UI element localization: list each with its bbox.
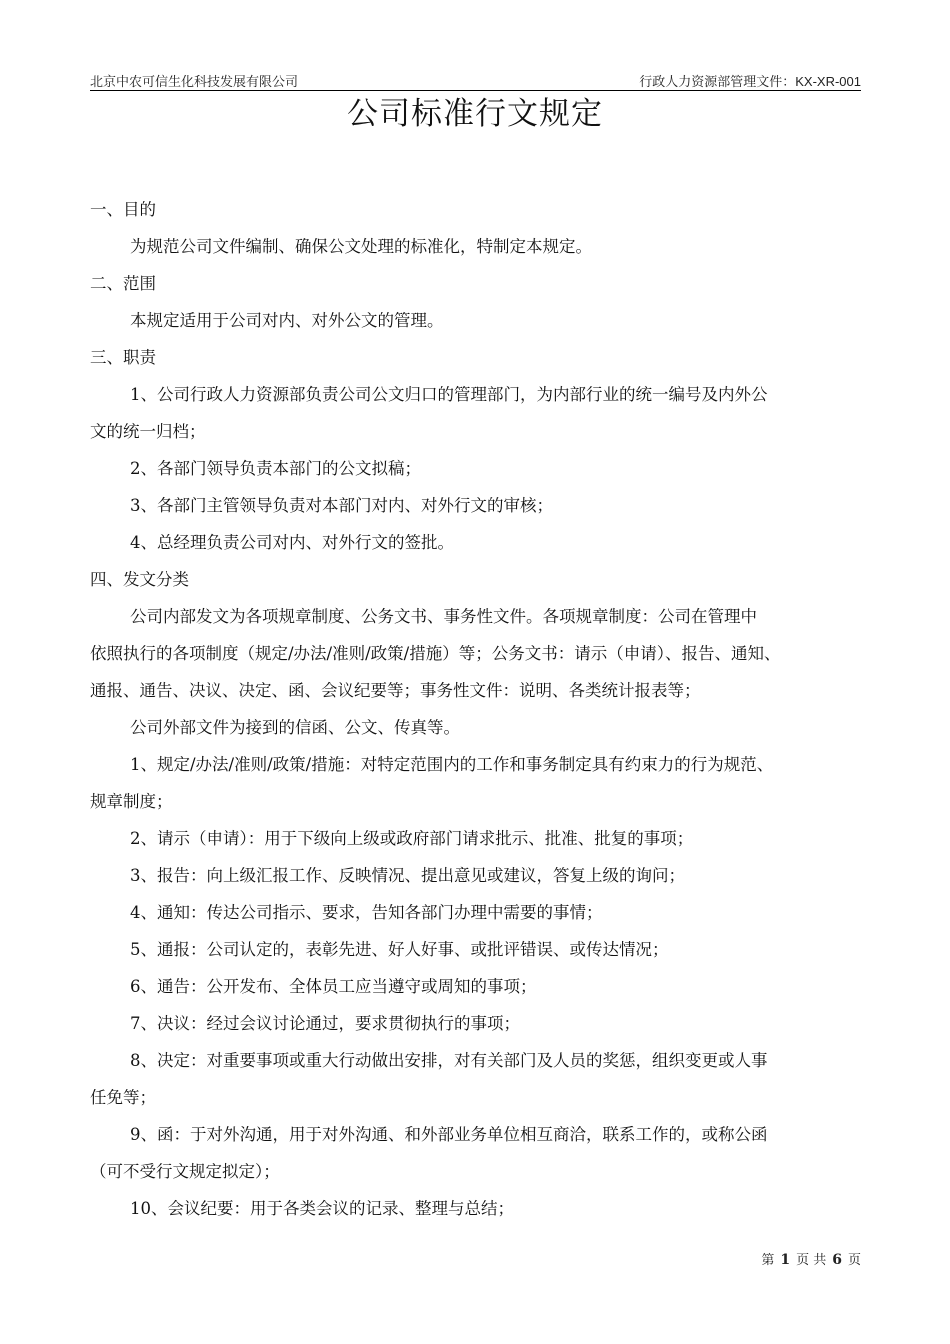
footer-page-label: 第 bbox=[761, 1253, 775, 1268]
body-paragraph: 2、请示（申请）：用于下级向上级或政府部门请求批示、批准、批复的事项； bbox=[130, 829, 694, 848]
section-heading: 二、范围 bbox=[90, 274, 156, 293]
body-paragraph: 为规范公司文件编制、确保公文处理的标准化，特制定本规定。 bbox=[130, 237, 592, 256]
body-paragraph: 6、通告：公开发布、全体员工应当遵守或周知的事项； bbox=[130, 977, 537, 996]
footer-page-label-post: 页 bbox=[847, 1253, 861, 1268]
body-paragraph-continuation: 任免等； bbox=[90, 1088, 156, 1107]
section-heading: 三、职责 bbox=[90, 348, 156, 367]
document-body bbox=[90, 195, 861, 1231]
body-paragraph: 公司外部文件为接到的信函、公文、传真等。 bbox=[130, 718, 460, 737]
body-paragraph-continuation: 文的统一归档； bbox=[90, 422, 206, 441]
body-paragraph: 4、通知：传达公司指示、要求，告知各部门办理中需要的事情； bbox=[130, 903, 603, 922]
body-paragraph: 3、报告：向上级汇报工作、反映情况、提出意见或建议，答复上级的询问； bbox=[130, 866, 685, 885]
body-paragraph: 3、各部门主管领导负责对本部门对内、对外行文的审核； bbox=[130, 496, 553, 515]
body-paragraph: 10、会议纪要：用于各类会议的记录、整理与总结； bbox=[130, 1199, 514, 1218]
body-paragraph-continuation: 依照执行的各项制度（规定/办法/准则/政策/措施）等；公务文书：请示（申请）、报告、通知、 bbox=[90, 644, 781, 663]
footer-page-number: 1 bbox=[780, 1252, 791, 1268]
page-footer bbox=[90, 1249, 861, 1268]
section-heading: 四、发文分类 bbox=[90, 570, 189, 589]
body-paragraph: 5、通报：公司认定的，表彰先进、好人好事、或批评错误、或传达情况； bbox=[130, 940, 669, 959]
body-paragraph: 7、决议：经过会议讨论通过，要求贯彻执行的事项； bbox=[130, 1014, 520, 1033]
body-paragraph-continuation: 规章制度； bbox=[90, 792, 173, 811]
body-paragraph: 8、决定：对重要事项或重大行动做出安排，对有关部门及人员的奖惩，组织变更或人事 bbox=[130, 1051, 768, 1070]
section-heading: 一、目的 bbox=[90, 200, 156, 219]
document-title: 公司标准行文规定 bbox=[347, 96, 603, 132]
body-paragraph: 2、各部门领导负责本部门的公文拟稿； bbox=[130, 459, 421, 478]
body-paragraph: 1、规定/办法/准则/政策/措施：对特定范围内的工作和事务制定具有约束力的行为规范、 bbox=[130, 755, 774, 774]
body-paragraph: 4、总经理负责公司对内、对外行文的签批。 bbox=[130, 533, 454, 552]
body-paragraph: 1、公司行政人力资源部负责公司公文归口的管理部门，为内部行业的统一编号及内外公 bbox=[130, 385, 768, 404]
header-doc-code: KX-XR-001 bbox=[795, 74, 861, 89]
footer-total-pages: 6 bbox=[832, 1252, 842, 1268]
header-company-name: 北京中农可信生化科技发展有限公司 bbox=[90, 75, 299, 90]
body-paragraph: 9、函：于对外沟通，用于对外沟通、和外部业务单位相互商洽，联系工作的，或称公函 bbox=[130, 1125, 768, 1144]
body-paragraph-continuation: 通报、通告、决议、决定、函、会议纪要等；事务性文件：说明、各类统计报表等； bbox=[90, 681, 701, 700]
header-doc-prefix: 行政人力资源部管理文件： bbox=[639, 75, 796, 90]
body-paragraph: 公司内部发文为各项规章制度、公务文书、事务性文件。各项规章制度：公司在管理中 bbox=[130, 607, 757, 626]
footer-page-label-mid: 页 共 bbox=[796, 1253, 827, 1268]
body-paragraph-continuation: （可不受行文规定拟定）； bbox=[90, 1162, 280, 1181]
body-paragraph: 本规定适用于公司对内、对外公文的管理。 bbox=[130, 311, 444, 330]
